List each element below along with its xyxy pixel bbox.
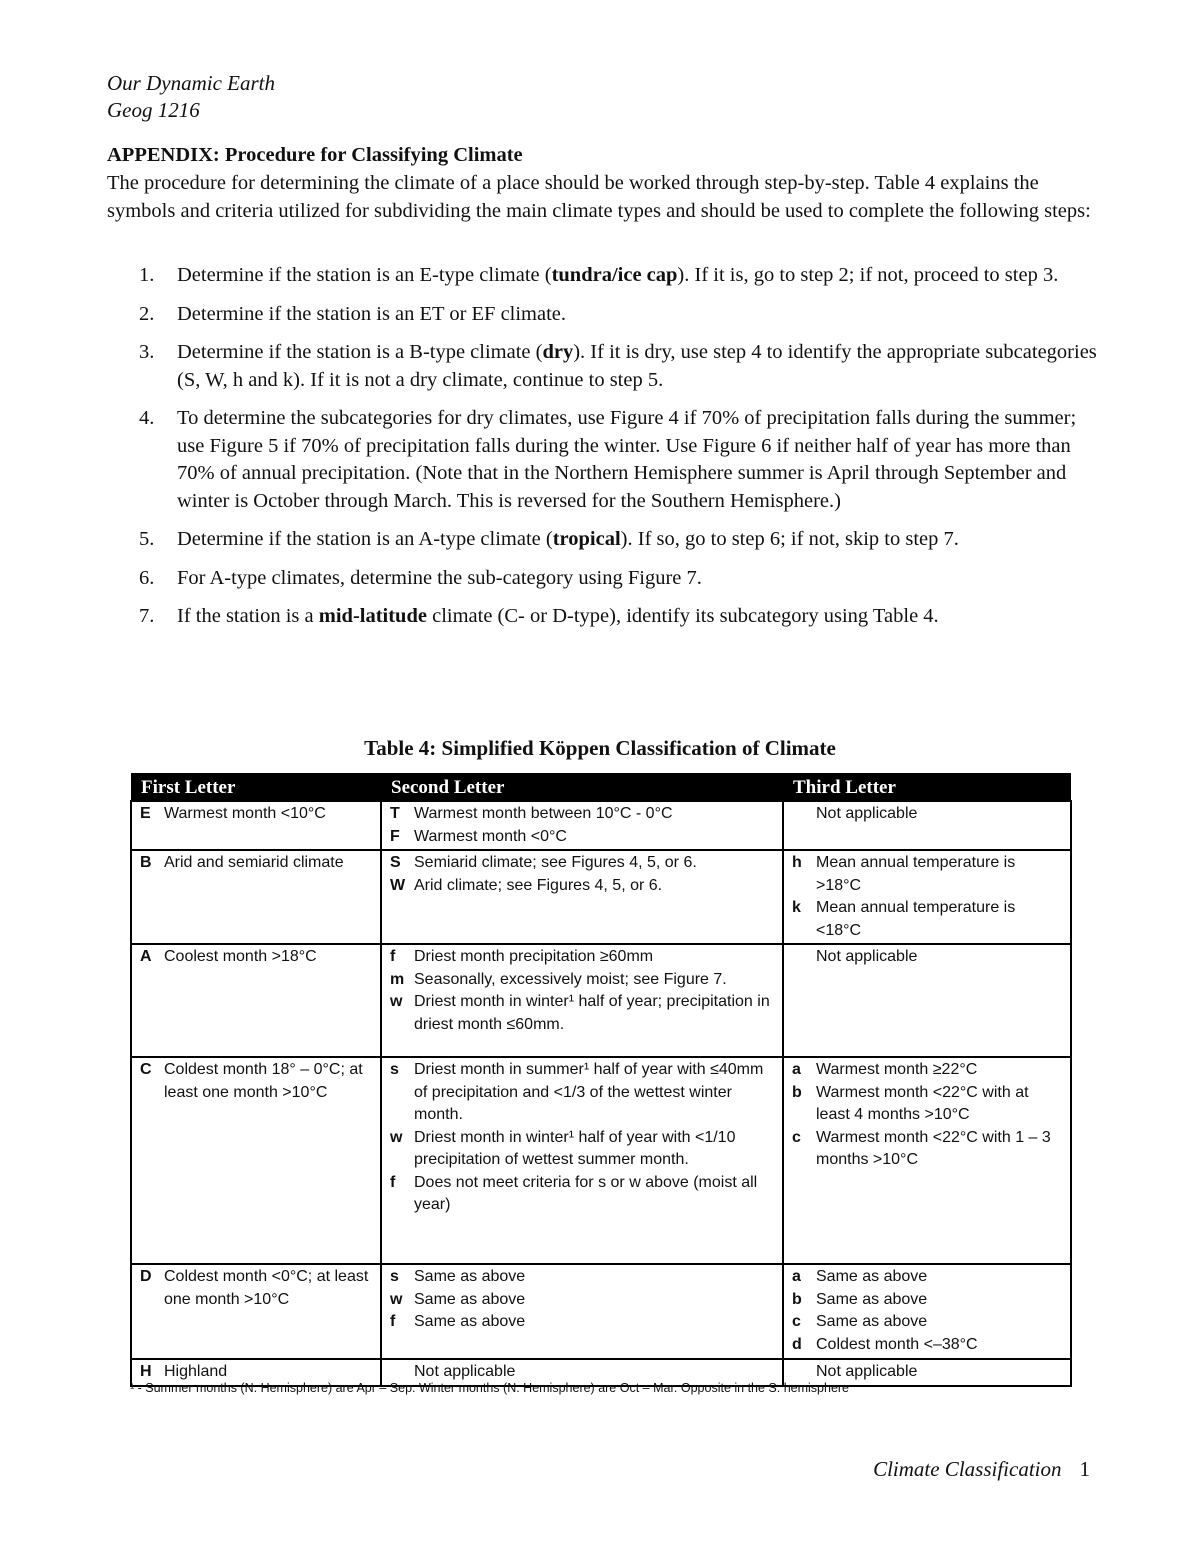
letter-code: w <box>390 1128 403 1146</box>
letter-description: Semiarid climate; see Figures 4, 5, or 6. <box>414 854 697 871</box>
section-title: APPENDIX: Procedure for Classifying Climate <box>107 144 523 166</box>
letter-code: b <box>792 1083 802 1101</box>
cell-third-letter <box>783 850 1071 944</box>
step-number <box>107 339 177 394</box>
step-number-text: 1. <box>139 264 155 286</box>
procedure-step <box>107 526 1097 554</box>
step-text-part: Determine if the station is a B-type climate ( <box>177 341 543 363</box>
cell-first-letter <box>131 1264 381 1359</box>
step-number-text: 5. <box>139 528 155 550</box>
letter-code: c <box>792 1128 801 1146</box>
classification-entry <box>390 1311 776 1334</box>
header-first-letter: First Letter <box>131 773 381 801</box>
step-text-part: ). If so, go to step 6; if not, skip to step 7. <box>620 528 959 550</box>
classification-entry <box>792 1289 1064 1312</box>
classification-entry <box>792 1059 1064 1082</box>
cell-third-letter <box>783 1057 1071 1264</box>
letter-code: s <box>390 1061 399 1078</box>
step-text <box>177 301 1097 329</box>
letter-description: Same as above <box>816 1268 928 1285</box>
cell-first-letter <box>131 801 381 850</box>
step-text <box>177 526 1097 554</box>
koppen-table <box>130 773 1072 1387</box>
table-body <box>131 801 1071 1386</box>
letter-description: Warmest month <22°C with 1 – 3 months >10°C <box>816 1128 1051 1168</box>
classification-entry <box>140 946 374 969</box>
letter-description: Coldest month <0°C; at least one month >10°C <box>164 1268 369 1308</box>
step-text-part: Determine if the station is an ET or EF climate. <box>177 302 567 325</box>
letter-code: h <box>792 854 802 871</box>
classification-entry <box>792 946 1064 969</box>
footnote: ¹ - Summer months (N. Hemisphere) are Apr – Sep. Winter months (N. Hemisphere) are Oct – Mar. Opposite in the S. hemisphere <box>130 1381 850 1395</box>
classification-entry <box>792 1311 1064 1334</box>
letter-description: Does not meet criteria for s or w above (moist all year) <box>414 1173 758 1213</box>
letter-description: Arid and semiarid climate <box>164 854 344 871</box>
page-footer <box>873 1457 1090 1482</box>
cell-first-letter <box>131 850 381 944</box>
letter-description: Same as above <box>816 1313 928 1330</box>
letter-code: B <box>140 854 152 871</box>
procedure-step <box>107 603 1097 631</box>
classification-entry <box>390 852 776 875</box>
page-number: 1 <box>1079 1457 1090 1481</box>
cell-second-letter <box>381 944 783 1057</box>
classification-entry <box>140 803 374 826</box>
letter-code: S <box>390 854 401 871</box>
letter-description: Mean annual temperature is <18°C <box>816 899 1016 939</box>
letter-code: a <box>792 1061 801 1078</box>
classification-entry <box>390 1289 776 1312</box>
classification-entry <box>390 803 776 826</box>
table-row <box>131 850 1071 944</box>
step-text <box>177 262 1097 290</box>
letter-description: Seasonally, excessively moist; see Figure 7. <box>414 970 727 988</box>
classification-entry <box>792 1127 1064 1172</box>
letter-description: Warmest month <22°C with at least 4 months >10°C <box>816 1083 1029 1123</box>
classification-entry <box>792 897 1064 942</box>
letter-description: Same as above <box>414 1268 526 1285</box>
letter-code: c <box>792 1313 801 1330</box>
header-third-letter: Third Letter <box>783 773 1071 801</box>
letter-description: Coldest month 18° – 0°C; at least one month >10°C <box>164 1061 363 1101</box>
procedure-step <box>107 301 1097 329</box>
letter-description: Highland <box>164 1363 228 1380</box>
step-number <box>107 603 177 631</box>
classification-entry <box>390 946 776 969</box>
classification-entry <box>390 826 776 849</box>
classification-entry <box>792 852 1064 897</box>
step-number <box>107 405 177 515</box>
letter-code: a <box>792 1268 801 1285</box>
classification-entry <box>390 1059 776 1127</box>
step-emphasis: mid-latitude <box>318 605 427 627</box>
letter-description: Mean annual temperature is >18°C <box>816 854 1016 894</box>
letter-code: f <box>390 1173 396 1191</box>
letter-code: E <box>140 805 151 822</box>
letter-description: Not applicable <box>816 948 918 965</box>
table-title: Table 4: Simplified Köppen Classification of Climate <box>364 736 836 760</box>
letter-code: D <box>140 1268 152 1285</box>
letter-description: Driest month precipitation ≥60mm <box>414 948 654 965</box>
letter-code: F <box>390 827 400 845</box>
step-number <box>107 262 177 290</box>
letter-description: Driest month in summer¹ half of year with ≤40mm of precipitation and <1/3 of the wettest winter month. <box>414 1061 764 1123</box>
table-header-row <box>131 773 1071 801</box>
cell-third-letter <box>783 944 1071 1057</box>
letter-code: H <box>140 1363 152 1380</box>
step-number-text: 3. <box>139 341 155 363</box>
cell-first-letter <box>131 944 381 1057</box>
letter-description: Warmest month <10°C <box>164 805 326 822</box>
procedure-steps <box>107 262 1097 642</box>
procedure-step <box>107 565 1097 593</box>
letter-description: Not applicable <box>816 1363 918 1380</box>
step-number-text: 6. <box>139 566 155 589</box>
step-text-part: Determine if the station is an E-type climate ( <box>177 264 552 286</box>
step-text <box>177 565 1097 593</box>
cell-second-letter <box>381 1264 783 1359</box>
classification-entry <box>140 1266 374 1311</box>
letter-code: k <box>792 899 801 916</box>
step-number-text: 4. <box>139 407 155 429</box>
cell-third-letter <box>783 801 1071 850</box>
step-emphasis: tropical <box>552 528 621 550</box>
step-number <box>107 301 177 329</box>
step-number <box>107 526 177 554</box>
cell-second-letter <box>381 850 783 944</box>
letter-code <box>792 946 816 969</box>
classification-entry <box>390 991 776 1036</box>
step-text <box>177 603 1097 631</box>
classification-entry <box>140 852 374 875</box>
letter-description: Same as above <box>414 1290 526 1308</box>
letter-description: Driest month in winter¹ half of year; precipitation in driest month ≤60mm. <box>414 993 770 1033</box>
procedure-step <box>107 405 1097 515</box>
letter-code: d <box>792 1335 802 1353</box>
cell-second-letter <box>381 801 783 850</box>
document-header <box>107 70 275 124</box>
step-text-part: ). If it is dry, use step 4 to identify the appropriate subcategories (S, W, h and k). If it is not a dry climate, continue to step 5. <box>177 341 1097 391</box>
letter-description: Driest month in winter¹ half of year with <1/10 precipitation of wettest summer month. <box>414 1128 736 1168</box>
letter-description: Warmest month <0°C <box>414 827 567 845</box>
procedure-step <box>107 339 1097 394</box>
classification-entry <box>792 1082 1064 1127</box>
letter-code: W <box>390 876 406 894</box>
course-name: Our Dynamic Earth <box>107 71 275 95</box>
letter-code: f <box>390 1313 396 1330</box>
intro-paragraph: The procedure for determining the climate of a place should be worked through step-by-step. Table 4 explains the symbols and criteria utilized for subdividing the main climate types and should be used to complete the following steps: <box>107 172 1091 222</box>
step-emphasis: dry <box>542 341 574 363</box>
letter-code: m <box>390 970 405 988</box>
step-text-part: climate (C- or D-type), identify its subcategory using Table 4. <box>426 605 939 627</box>
letter-description: Same as above <box>816 1290 928 1308</box>
letter-description: Coolest month >18°C <box>164 948 317 965</box>
step-number-text: 7. <box>139 605 155 627</box>
step-text-part: ). If it is, go to step 2; if not, proceed to step 3. <box>677 264 1059 286</box>
letter-code: T <box>390 805 400 822</box>
letter-code <box>792 803 816 826</box>
letter-code: C <box>140 1061 152 1078</box>
classification-entry <box>792 1266 1064 1289</box>
letter-description: Same as above <box>414 1313 526 1330</box>
letter-description: Not applicable <box>414 1363 516 1380</box>
step-text <box>177 339 1097 394</box>
step-number-text: 2. <box>139 302 155 325</box>
header-second-letter: Second Letter <box>381 773 783 801</box>
letter-code: w <box>390 1290 403 1308</box>
step-text-part: To determine the subcategories for dry climates, use Figure 4 if 70% of precipitation falls during the summer; use Figure 5 if 70% of precipitation falls during the winter. Use Figure 6 if neither half of year has more than 70% of annual precipitation. (Note that in the Northern Hemisphere summer is April through September and winter is October through March. This is reversed for the Southern Hemisphere.) <box>177 407 1077 512</box>
classification-entry <box>390 1172 776 1217</box>
step-text <box>177 405 1097 515</box>
step-number <box>107 565 177 593</box>
footer-title: Climate Classification <box>873 1457 1062 1481</box>
table-row <box>131 1264 1071 1359</box>
letter-description: Not applicable <box>816 805 918 822</box>
step-emphasis: tundra/ice cap <box>551 264 678 286</box>
classification-entry <box>792 803 1064 826</box>
classification-entry <box>792 1334 1064 1357</box>
table-row <box>131 801 1071 850</box>
classification-entry <box>140 1059 374 1104</box>
letter-description: Warmest month between 10°C - 0°C <box>414 805 673 822</box>
letter-code: s <box>390 1268 399 1285</box>
step-text-part: For A-type climates, determine the sub-category using Figure 7. <box>177 566 702 589</box>
table-row <box>131 944 1071 1057</box>
procedure-step <box>107 262 1097 290</box>
step-text-part: Determine if the station is an A-type climate ( <box>177 528 553 550</box>
step-text-part: If the station is a <box>177 605 319 627</box>
classification-entry <box>390 875 776 898</box>
letter-code: b <box>792 1290 802 1308</box>
letter-code: A <box>140 948 152 965</box>
letter-description: Warmest month ≥22°C <box>816 1061 978 1078</box>
letter-code: f <box>390 948 396 965</box>
cell-second-letter <box>381 1057 783 1264</box>
table-row <box>131 1057 1071 1264</box>
cell-first-letter <box>131 1057 381 1264</box>
cell-third-letter <box>783 1264 1071 1359</box>
classification-entry <box>390 969 776 992</box>
classification-entry <box>390 1266 776 1289</box>
course-code: Geog 1216 <box>107 98 200 122</box>
letter-description: Coldest month <–38°C <box>816 1335 978 1353</box>
classification-entry <box>390 1127 776 1172</box>
letter-code: w <box>390 993 403 1010</box>
letter-description: Arid climate; see Figures 4, 5, or 6. <box>414 876 663 894</box>
